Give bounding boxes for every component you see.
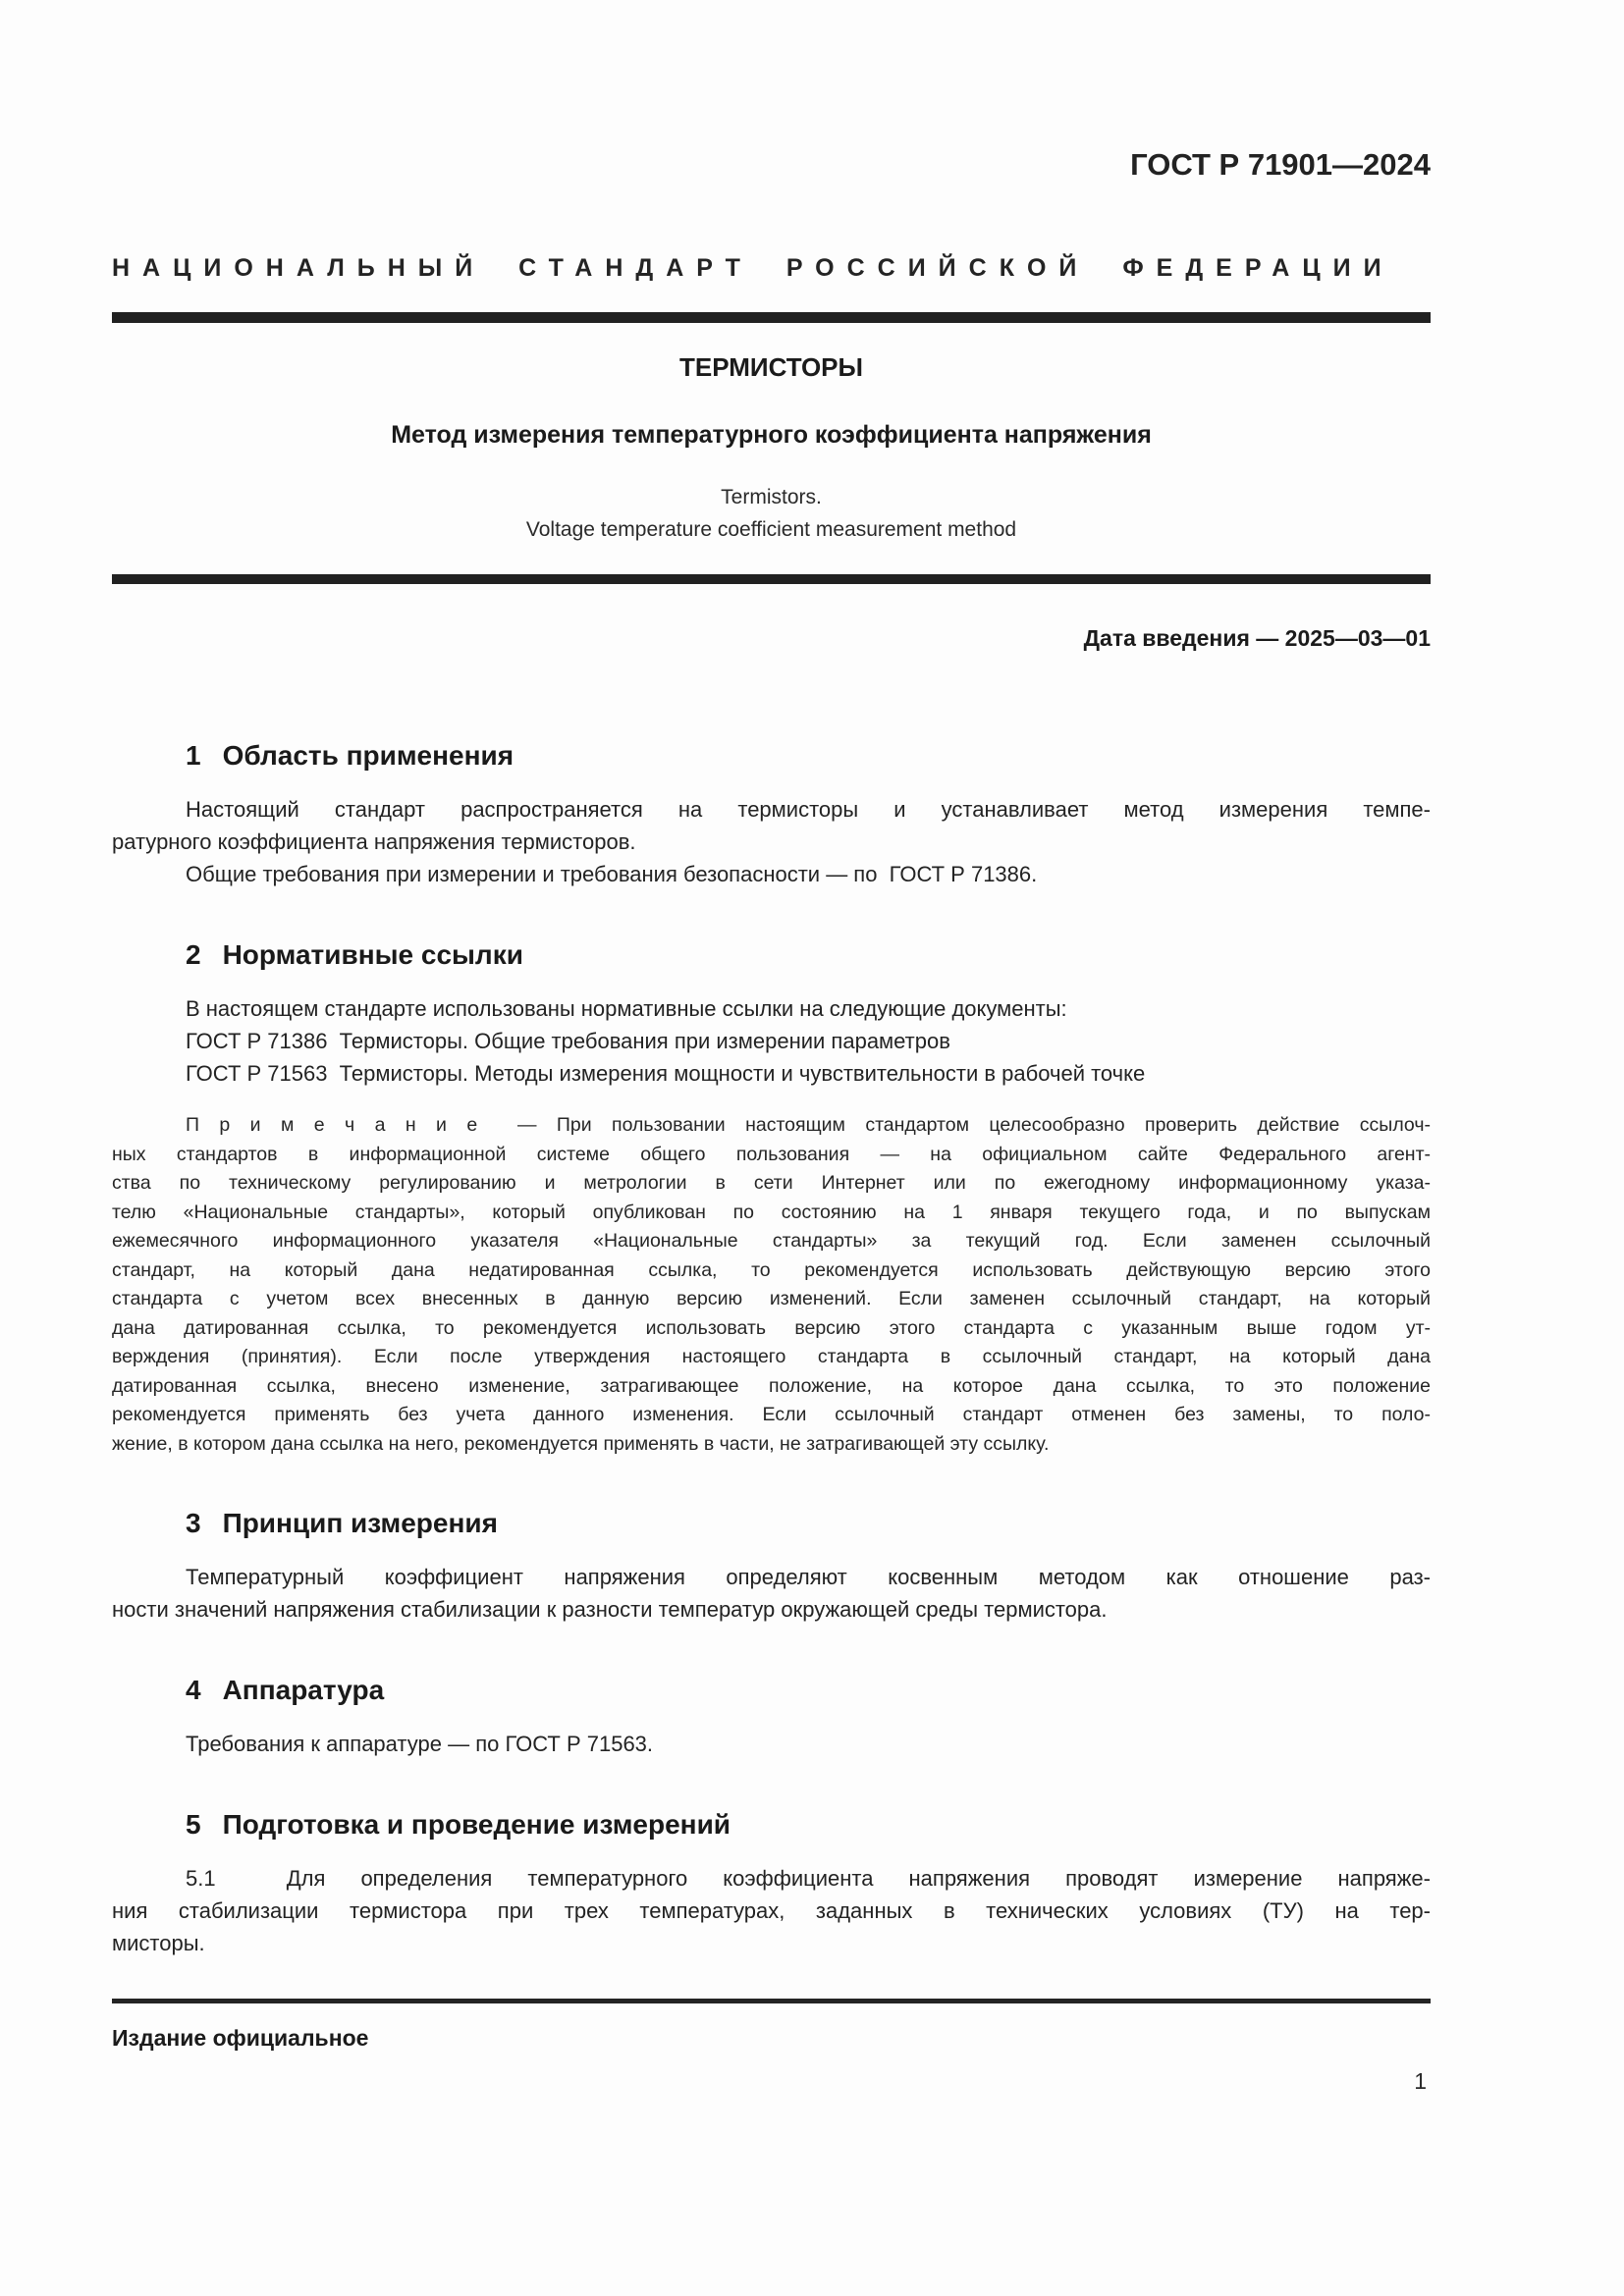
text-line: дана датированная ссылка, то рекомендуется использовать версию этого стандарта с указанным выше годом ут- xyxy=(112,1316,1431,1339)
text-line: рекомендуется применять без учета данного изменения. Если ссылочный стандарт отменен без замены, то поло- xyxy=(112,1404,1431,1425)
text-line: ГОСТ Р 71386 Термисторы. Общие требования при измерении параметров xyxy=(186,1029,950,1053)
section-title: Подготовка и проведение измерений xyxy=(222,1809,731,1840)
text-line: ных стандартов в информационной системе общего пользования — на официальном сайте Федерального агент- xyxy=(112,1143,1431,1165)
text-line: датированная ссылка, внесено изменение, затрагивающее положение, на которое дана ссылка, то это положение xyxy=(112,1374,1431,1397)
text-line: ния стабилизации термистора при трех температурах, заданных в технических условиях (ТУ) на тер- xyxy=(112,1898,1431,1923)
document-section xyxy=(112,1807,1431,1959)
document-section xyxy=(112,1506,1431,1626)
section-number: 3 xyxy=(186,1508,201,1538)
national-standard-banner: НАЦИОНАЛЬНЫЙ СТАНДАРТ РОССИЙСКОЙ ФЕДЕРАЦИИ xyxy=(112,254,1394,282)
section-heading xyxy=(112,1807,1431,1842)
standard-title-english-line2: Voltage temperature coefficient measurement method xyxy=(525,518,1017,541)
section-title: Аппаратура xyxy=(222,1675,385,1705)
separator-bar-top xyxy=(112,312,1431,323)
page-number: 1 xyxy=(1414,2068,1427,2094)
text-line: мисторы. xyxy=(112,1931,205,1955)
effective-date: Дата введения — 2025—03—01 xyxy=(1083,625,1431,651)
section-heading xyxy=(112,937,1431,973)
footer-rule xyxy=(112,1999,1431,2003)
text-line: ства по техническому регулированию и метрологии в сети Интернет или по ежегодному информационному указа- xyxy=(112,1172,1431,1194)
paragraph xyxy=(112,1728,1431,1760)
text-line: ности значений напряжения стабилизации к разности температур окружающей среды термистора. xyxy=(112,1597,1108,1622)
doc-code: ГОСТ Р 71901—2024 xyxy=(1130,147,1431,182)
text-line: 5.1 Для определения температурного коэффициента напряжения проводят измерение напряже- xyxy=(186,1866,1431,1891)
section-number: 4 xyxy=(186,1675,201,1705)
text-line: Температурный коэффициент напряжения определяют косвенным методом как отношение раз- xyxy=(186,1565,1431,1589)
text-line: Требования к аппаратуре — по ГОСТ Р 71563. xyxy=(186,1732,654,1756)
section-number: 2 xyxy=(186,939,201,970)
section-title: Область применения xyxy=(222,740,514,771)
standard-subject-title: ТЕРМИСТОРЫ xyxy=(679,352,863,382)
edition-label: Издание официальное xyxy=(112,2025,369,2051)
paragraph xyxy=(112,858,1431,890)
text-line: Настоящий стандарт распространяется на термисторы и устанавливает метод измерения темпе- xyxy=(186,797,1431,822)
section-heading xyxy=(112,1506,1431,1541)
text-line: телю «Национальные стандарты», который опубликован по состоянию на 1 января текущего года, и по выпускам xyxy=(112,1201,1431,1223)
paragraph xyxy=(112,793,1431,858)
text-line: ратурного коэффициента напряжения термисторов. xyxy=(112,829,636,854)
separator-bar-middle xyxy=(112,574,1431,584)
text-line: жение, в котором дана ссылка на него, рекомендуется применять в части, не затрагивающей эту ссылку. xyxy=(112,1432,1050,1455)
section-title: Принцип измерения xyxy=(222,1508,498,1538)
text-line: ГОСТ Р 71563 Термисторы. Методы измерения мощности и чувствительности в рабочей точке xyxy=(186,1061,1146,1086)
text-line: ежемесячного информационного указателя «Национальные стандарты» за текущий год. Если заменен ссылочный xyxy=(112,1230,1431,1252)
paragraph xyxy=(112,1862,1431,1959)
note-paragraph xyxy=(112,1111,1431,1459)
document-section xyxy=(112,738,1431,890)
standard-title-english-line1: Termistors. xyxy=(721,486,822,508)
sections xyxy=(112,652,1431,1959)
section-heading xyxy=(112,1673,1431,1708)
section-number: 1 xyxy=(186,740,201,771)
paragraph xyxy=(112,1561,1431,1626)
text-line: верждения (принятия). Если после утверждения настоящего стандарта в ссылочный стандарт, на который дана xyxy=(112,1346,1431,1367)
section-number: 5 xyxy=(186,1809,201,1840)
paragraph xyxy=(112,1025,1431,1057)
document-section xyxy=(112,937,1431,1459)
document-section xyxy=(112,1673,1431,1760)
section-title: Нормативные ссылки xyxy=(222,939,523,970)
paragraph xyxy=(112,992,1431,1025)
text-line: П р и м е ч а н и е — При пользовании настоящим стандартом целесообразно проверить действие ссылоч- xyxy=(186,1114,1431,1136)
text-line: стандарт, на который дана недатированная ссылка, то рекомендуется использовать действующую версию этого xyxy=(112,1258,1431,1281)
text-line: В настоящем стандарте использованы нормативные ссылки на следующие документы: xyxy=(186,996,1067,1021)
section-heading xyxy=(112,738,1431,774)
text-line: Общие требования при измерении и требования безопасности — по ГОСТ Р 71386. xyxy=(186,862,1038,886)
paragraph xyxy=(112,1057,1431,1090)
standard-method-title: Метод измерения температурного коэффициента напряжения xyxy=(391,421,1152,449)
page-content xyxy=(112,0,1431,1959)
text-line: стандарта с учетом всех внесенных в данную версию изменений. Если заменен ссылочный стандарт, на который xyxy=(112,1288,1431,1309)
